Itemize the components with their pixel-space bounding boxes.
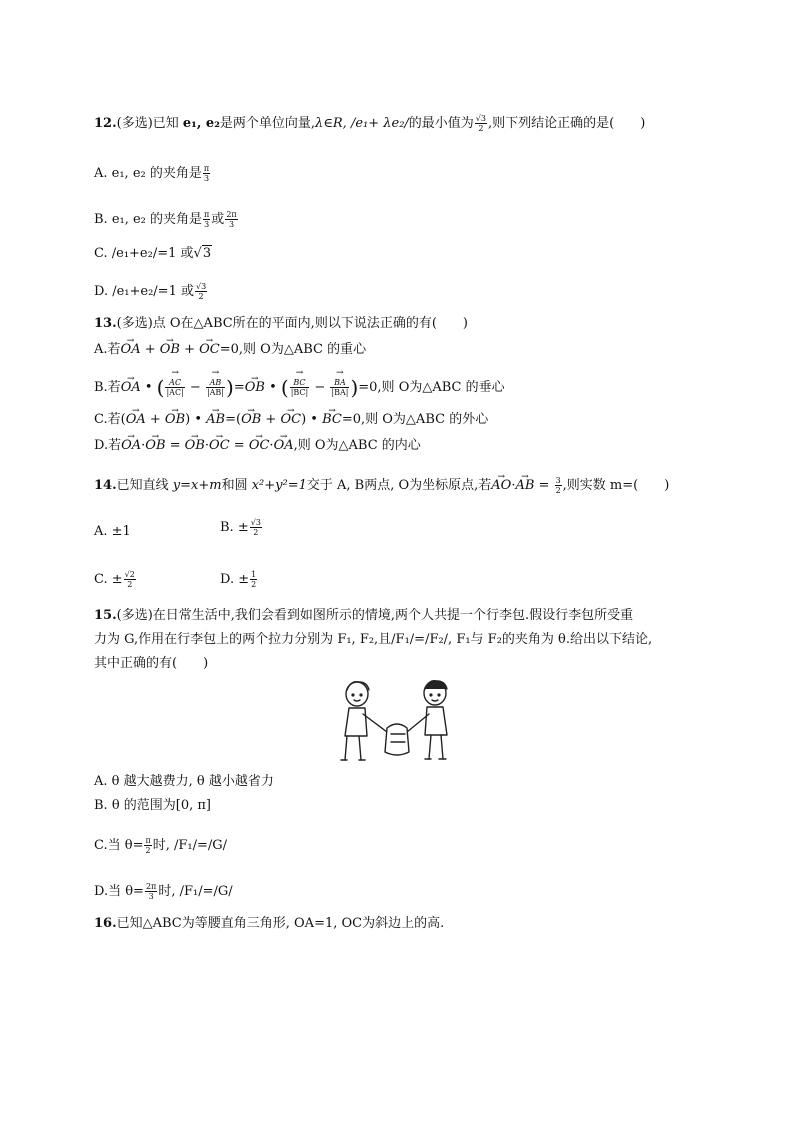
q14-option-d: D. ± $\frac{1}{2}$ [220, 570, 257, 589]
q15-option-a: A. θ 越大越费力, θ 越小越省力 [94, 774, 274, 789]
q12-number: 12. [94, 116, 117, 131]
q14-stem: 14.已知直线 y=x+m和圆 x²+y²=1交于 A, B两点, O为坐标原点,若→ AO·→ AB = $\frac{3}{2}$ ,则实数 m=( ) [94, 476, 669, 495]
q15-line1: 15.(多选)在日常生活中,我们会看到如图所示的情境,两个人共提一个行李包.假设行李包所受重 [94, 608, 634, 623]
q12-stem: 12.(多选)已知 e₁, e₂是两个单位向量,λ∈R, /e₁+ λe₂/的最小值为 $\frac{√3}{2}$ ,则下列结论正确的是( ) [94, 114, 646, 133]
two-people-carrying-bag-illustration [335, 676, 465, 768]
q12-option-a: A. e₁, e₂ 的夹角是 $\frac{\pi}{3}$ [94, 164, 210, 183]
q15-number: 15. [94, 608, 117, 623]
q16-number: 16. [94, 916, 117, 931]
q15-option-c: C.当 θ= $\frac{\pi}{2}$ 时, /F₁/=/G/ [94, 836, 228, 855]
q15-line2: 力为 G,作用在行李包上的两个拉力分别为 F₁, F₂,且/F₁/=/F₂/, F₁与 F₂的夹角为 θ.给出以下结论, [94, 632, 653, 647]
q13-option-b: B.若→ OA • ( → $\frac{AC}{|AC|}$ − → $\frac{AB}{|AB|}$ )=→ OB • ( → $\frac{BC}{|BC|}$ − → $\frac{BA}{|BA|}$ )=0,则 O为△ABC 的垂心 [94, 378, 505, 397]
q15-option-b: B. θ 的范围为[0, π] [94, 798, 212, 813]
q12-option-c: C. /e₁+e₂/=1 或√3 [94, 246, 212, 261]
q13-stem: 13.(多选)点 O在△ABC所在的平面内,则以下说法正确的有( ) [94, 316, 468, 331]
q14-number: 14. [94, 478, 117, 493]
q16-stem: 16.已知△ABC为等腰直角三角形, OA=1, OC为斜边上的高. [94, 916, 445, 931]
q14-option-b: B. ± $\frac{√3}{2}$ [220, 518, 261, 537]
q13-number: 13. [94, 316, 117, 331]
fraction: $\frac{\pi}{3}$ [204, 210, 210, 229]
fraction: $\frac{2\pi}{3}$ [226, 210, 237, 229]
q14-option-c: C. ± $\frac{√2}{2}$ [94, 570, 135, 589]
q12-option-d: D. /e₁+e₂/=1 或 $\frac{√3}{2}$ [94, 282, 207, 301]
q12-option-b: B. e₁, e₂ 的夹角是 $\frac{\pi}{3}$ 或 $\frac{2\pi}{3}$ [94, 210, 237, 229]
q13-option-d: D.若→ OA·→ OB = → OB·→ OC = → OC·→ OA,则 O为△ABC 的内心 [94, 438, 421, 454]
fraction: $\frac{√3}{2}$ [475, 114, 486, 133]
fraction: $\frac{\pi}{3}$ [203, 164, 210, 183]
fraction: $\frac{√3}{2}$ [195, 282, 207, 301]
q15-line3: 其中正确的有( ) [94, 656, 209, 671]
q13-option-c: C.若(→ OA + → OB) • → AB=(→ OB + → OC) • → BC=0,则 O为△ABC 的外心 [94, 412, 488, 428]
q15-option-d: D.当 θ= $\frac{2\pi}{3}$ 时, /F₁/=/G/ [94, 882, 233, 901]
q14-option-a: A. ±1 [94, 524, 131, 539]
q13-option-a: A.若→ OA + → OB + → OC=0,则 O为△ABC 的重心 [94, 342, 366, 358]
